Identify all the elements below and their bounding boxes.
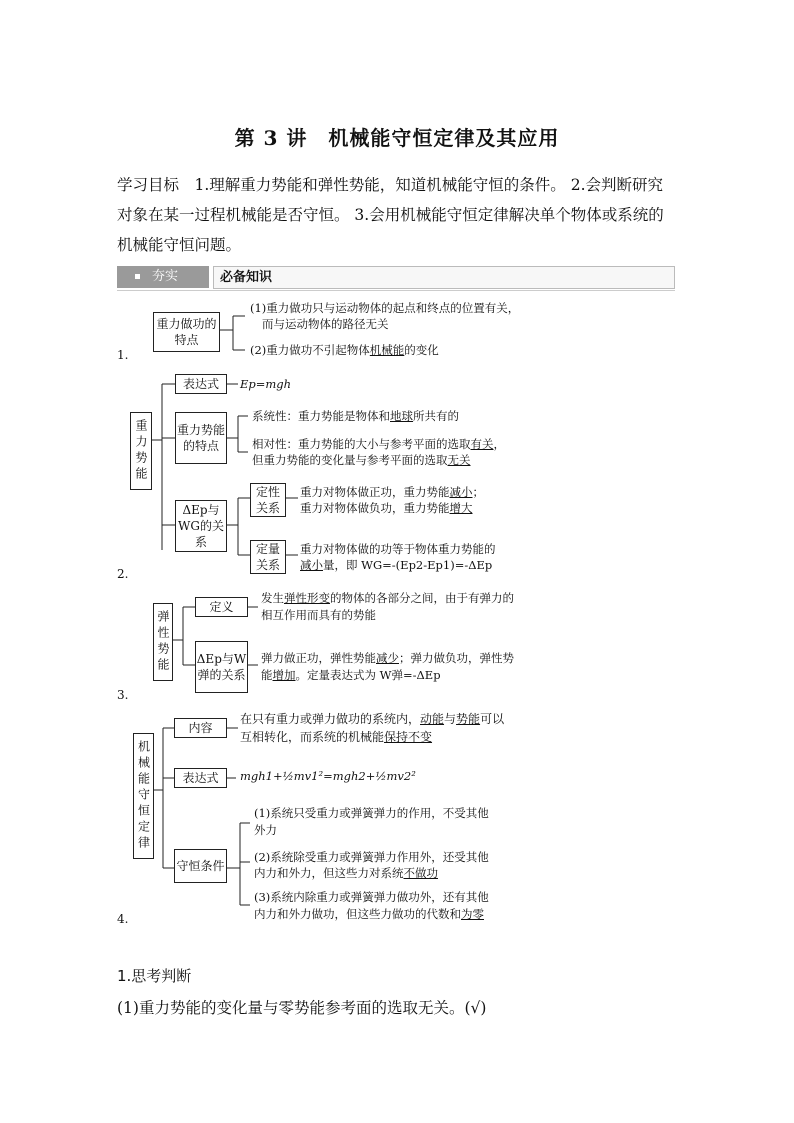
page-title: 第 3 讲 机械能守恒定律及其应用 [234, 126, 560, 150]
condition-2b: 内力和外力，但这些力对系统不做功 [254, 866, 438, 880]
definition-text-2: 相互作用而具有的势能 [261, 608, 376, 622]
learning-goals-line-1: 学习目标 1.理解重力势能和弹性势能，知道机械能守恒的条件。 2.会判断研究 [117, 176, 664, 194]
d1-branch-1b: 而与运动物体的路径无关 [262, 317, 389, 331]
elastic-relation-text-2: 能增加。定量表达式为 W弹=-ΔEp [261, 668, 441, 682]
definition-text-1: 发生弹性形变的物体的各部分之间，由于有弹力的 [261, 591, 514, 605]
d1-branch-1a: (1)重力做功只与运动物体的起点和终点的位置有关， [250, 301, 520, 315]
gpe-features-box: 重力势能的特点 [175, 412, 227, 464]
definition-box: 定义 [195, 597, 248, 617]
conservation-law-box: 机械能守恒定律 [133, 733, 154, 859]
think-heading: 1.思考判断 [117, 967, 192, 985]
learning-goals-line-3: 机械能守恒问题。 [117, 236, 242, 254]
learning-goals-line-2: 对象在某一过程机械能是否守恒。 3.会用机械能守恒定律解决单个物体或系统的 [117, 206, 664, 224]
section-tag [117, 266, 209, 288]
item-number-3: 3. [117, 688, 129, 702]
content-text-2: 互相转化，而系统的机械能保持不变 [240, 730, 433, 744]
elastic-pe-box: 弹性势能 [153, 603, 173, 681]
item-number-1: 1. [117, 348, 129, 362]
condition-3a: (3)系统内除重力或弹簧弹力做功外，还有其他 [254, 890, 489, 904]
square-bullet-icon [135, 274, 140, 279]
think-item-1: (1)重力势能的变化量与零势能参考面的选取无关。(√) [117, 999, 487, 1017]
quantitative-text-2: 减小量，即 WG=-(Ep2-Ep1)=-ΔEp [300, 558, 493, 572]
section-rule [117, 290, 675, 291]
conservation-conditions-box: 守恒条件 [174, 849, 227, 883]
dep-wspring-relation-box: ΔEp与W弹的关系 [195, 641, 248, 693]
elastic-relation-text-1: 弹力做正功，弹性势能减少；弹力做负功，弹性势 [261, 651, 514, 665]
qualitative-box: 定性关系 [250, 483, 286, 517]
law-expression: mgh1+½mv1²=mgh2+½mv2² [240, 769, 416, 783]
gpe-expression: Ep=mgh [240, 377, 292, 391]
law-expression-box: 表达式 [174, 768, 227, 788]
dep-wg-relation-box: ΔEp与WG的关系 [175, 500, 227, 552]
quantitative-text-1: 重力对物体做的功等于物体重力势能的 [300, 542, 496, 556]
gravity-work-box: 重力做功的特点 [153, 312, 220, 352]
section-banner [117, 266, 675, 288]
expression-box: 表达式 [175, 374, 227, 394]
relativity-text-2: 但重力势能的变化量与参考平面的选取无关 [252, 453, 471, 467]
quantitative-box: 定量关系 [250, 540, 286, 574]
condition-1b: 外力 [254, 823, 277, 837]
qualitative-text-1: 重力对物体做正功，重力势能减小； [300, 485, 484, 499]
condition-1a: (1)系统只受重力或弹簧弹力的作用，不受其他 [254, 806, 489, 820]
item-number-2: 2. [117, 567, 129, 581]
d1-branch-2: (2)重力做功不引起物体机械能的变化 [250, 343, 439, 357]
gravitational-pe-box: 重力势能 [130, 412, 152, 490]
systematic-text: 系统性：重力势能是物体和地球所共有的 [252, 409, 459, 423]
content-text-1: 在只有重力或弹力做功的系统内，动能与势能可以 [240, 712, 505, 726]
condition-3b: 内力和外力做功，但这些力做功的代数和为零 [254, 907, 484, 921]
condition-2a: (2)系统除受重力或弹簧弹力作用外，还受其他 [254, 850, 489, 864]
content-box: 内容 [174, 718, 227, 738]
qualitative-text-2: 重力对物体做负功，重力势能增大 [300, 501, 473, 515]
item-number-4: 4. [117, 912, 129, 926]
section-label: 必备知识 [213, 266, 675, 289]
section-tag-text: 夯实 [152, 269, 179, 284]
relativity-text-1: 相对性：重力势能的大小与参考平面的选取有关， [252, 437, 505, 451]
